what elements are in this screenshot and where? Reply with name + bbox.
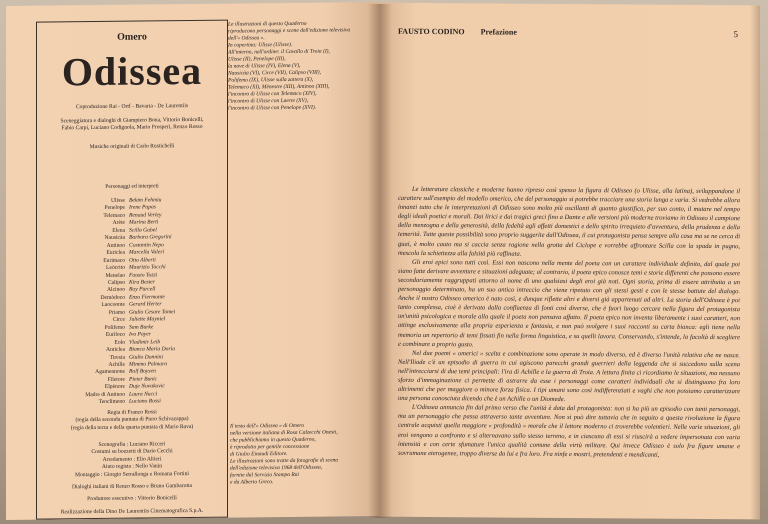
note-line: nella versione italiana di Rosa Calzecchi Onesti, — [230, 429, 338, 437]
cast-actor: Otto Alberti — [129, 257, 156, 264]
cast-role: Elena — [112, 227, 125, 234]
cast-role: Priamo — [108, 309, 125, 316]
screenplay-credits — [37, 117, 227, 134]
cast-actor: Fausto Tozzi — [129, 271, 158, 279]
right-page — [378, 3, 760, 520]
crew-line: Costumi su bozzetti di Dario Cecchi — [91, 448, 173, 456]
cast-role: Polifemo — [104, 324, 125, 331]
cast-actor: Costantin Nepo — [129, 242, 164, 249]
header-section: Prefazione — [480, 27, 517, 37]
cast-actor: Bianca Maria Doria — [129, 346, 175, 353]
cast-actor: Maurizio Tocchi — [129, 264, 166, 271]
direction-note: (regia della seconda puntata di Piero Schivazappa) — [75, 416, 189, 424]
note-line: e da Alberto Greco. — [230, 479, 274, 486]
cast-actor: Enzo Fiermonte — [129, 294, 165, 301]
cast-actor: Marcella Valeri — [129, 249, 165, 256]
cast-actor: Barbara Gregorini — [129, 234, 172, 241]
cast-role: Agamennone — [95, 369, 125, 376]
page-edge-shadow — [750, 5, 760, 519]
cast-actor: Irene Papas — [129, 204, 156, 212]
illustration-line: Polifemo (IX), Ulisse sulla zattera (X), — [228, 76, 314, 84]
cast-heading: Personaggi ed interpreti — [105, 183, 159, 190]
cast-actor: Rolf Boysen — [129, 368, 156, 376]
illustration-line: l'incontro di Ulisse con Telemaco (XIV), — [228, 90, 317, 98]
cast-actor: Kira Bester — [129, 279, 155, 286]
cast-role: Demòdoco — [100, 294, 125, 301]
music-credit: Musiche originali di Carlo Rustichelli — [89, 143, 175, 151]
illustration-line: Telemaco (XI), Mènestre (XII), Antinoo (XIII), — [228, 83, 330, 91]
cast-role: Telemaco — [103, 212, 125, 219]
cast-role: Teoclimeno — [98, 398, 125, 406]
cast-role: Arète — [112, 220, 125, 227]
cast-actor: Pieter Bunic — [129, 376, 158, 383]
note-line: di Giulio Einaudi Editore. — [230, 450, 288, 458]
paragraph: Gli eroi epici sono tutti così. Essi non nascono nella mente del poeta con un carattere individuale definito, dal quale poi siano fatte derivare avventure e situazioni adeguate; al contrario, il poeta epico conosce temi e storie differenti che possono essere secondariamente raggruppati attorno al nome di uno qualsiasi degli eroi già noti. Ogni storia, prima di essere attribuita a un personaggio determinato, ha un suo antico intreccio che viene ripetuto con gli stessi gesti e con le stesse battute del dialogo. Anche il nostro Odisseo omerico è nato così, e dunque riflette altri e diversi già appartenuti ad altri. La storia dell'Odissea è poi tanto complessa, cioè è derivata dalla confluenza di fonti così diverse, che è fuori luogo cercare nella figura del protagonista un'unità psicologica e morale alla quale il poeta non pensava affatto. Il poeta epico non inventa liberamente i suoi caratteri, non attinge esclusivamente alla propria esperienza e fantasia, e non può svolgere i suoi racconti su carta bianca: egli tiene nella memoria un repertorio di temi fissati fin nella forma linguistica, e su quelli lavora. Conservando, s'intende, la facoltà di scegliere e combinare a proprio gusto. — [398, 258, 740, 348]
screenplay-line: Fabio Carpi, Luciano Codignola, Mario Prosperi, Renzo Rosso — [61, 124, 203, 132]
illustration-line: All'interno, nell'ordine: il Cavallo di Troia (I), — [228, 48, 330, 56]
cast-actor: Vladimir Leib — [129, 338, 161, 346]
cast-role: Ulisse — [111, 197, 125, 204]
cast-actor: Scilla Gabel — [129, 227, 157, 234]
cast-role: Nausicàa — [104, 234, 125, 242]
note-line: Le illustrazioni sono tratte da fotografie di scena — [230, 457, 339, 465]
left-page — [6, 2, 378, 520]
illustrations-intro — [228, 20, 358, 42]
cast-role: Penelope — [104, 205, 125, 212]
screenplay-line: Sceneggiatura e dialoghi di Giampiero Bona, Vittorio Bonicelli, — [60, 116, 204, 125]
cast-actor: Giulio Cesare Tomei — [129, 308, 176, 316]
cast-role: Madre di Antinoo — [85, 391, 125, 398]
illustrations-credits — [228, 20, 358, 112]
cast-role: Euriclea — [106, 249, 125, 257]
title-frame — [36, 20, 228, 520]
cast-role: Achille — [108, 361, 125, 368]
crew-line: Arredamento : Elio Altieri — [102, 456, 162, 463]
crew-line: Montaggio : Giorgio Serrallonga e Romana Fortini — [75, 470, 189, 478]
illustration-line: In copertina: Ulisse (Ulisse). — [228, 41, 293, 49]
cast-role: Menelao — [105, 272, 125, 279]
note-line: Il testo dell'« Odissea » di Omero — [230, 422, 304, 430]
preface-text — [398, 185, 740, 460]
cast-actor: Mimmo Palmara — [129, 361, 168, 368]
crew-credits — [37, 441, 227, 480]
producer-credit: Produttore esecutivo : Vittorio Bonicelli — [87, 495, 177, 503]
crew-line: Aiuto regista : Nello Vanin — [101, 463, 163, 471]
cast-role: Eurìloco — [105, 331, 125, 339]
illustration-line: l'incontro di Ulisse con Laerte (XV), — [228, 97, 309, 105]
running-header — [398, 27, 738, 39]
cast-role: Circe — [112, 316, 125, 324]
cast-actor: Marina Berti — [129, 219, 159, 227]
direction-credit — [37, 409, 227, 433]
author-name: Omero — [117, 31, 147, 43]
intro-line: Le illustrazioni di questo Quaderno — [228, 20, 307, 28]
cast-actor: Roy Purcell — [129, 286, 156, 294]
cast-role: Eurimaco — [103, 257, 125, 264]
note-line: è riprodotto per gentile concessione — [230, 443, 310, 451]
cast-actor: Renaud Verley — [129, 212, 162, 219]
intro-line: riproducono personaggi e scene dell'edizione televisiva — [228, 27, 351, 35]
cast-role: Tiresia — [109, 354, 125, 361]
book-title: Odissea — [61, 47, 203, 95]
illustration-line: la nave di Ulisse (IV), Elena (V), — [228, 62, 301, 70]
cast-role: Antinoo — [106, 242, 125, 249]
paragraph: L'Odissea annuncia fin dal primo verso che l'unità è data dal protagonista: non si ha più un episodio con tanti personaggi, ma un personaggio che passa attraverso tante avventure. Non si può dire tuttavia che in seguito a questa rivoluzione la figura centrale acquisti quella maggiore « profondità » morale che il lettore moderno ci troverebbe volentieri. Nelle varie situazioni, gli eroi vengono a confronto e si alternavano sullo stesso terreno, e in ciascuno di essi si riuscirà a vedere impersonata con varia intensità e con certe sfumature l'unica qualità comune della virtù militare. Qui invece Odisseo è solo fra figure umane e sovrumane eterogenee, troppo diverse da lui e fra loro. Fra ninfe e mostri, pretendenti e mendicanti, — [398, 404, 740, 459]
cast-actor: Luciano Rossi — [129, 398, 161, 405]
direction-note: (regia della terza e della quarta puntata di Mario Bava) — [70, 423, 194, 432]
cast-row — [37, 398, 227, 407]
illustration-line: l'incontro di Ulisse con Penelope (XVI). — [228, 104, 317, 112]
text-source-note — [230, 422, 360, 486]
illustrations-list — [228, 41, 358, 112]
page-number: 5 — [733, 29, 738, 40]
cast-actor: Juliette Mayniel — [129, 316, 166, 323]
book-gutter — [368, 4, 392, 518]
cast-actor: Bekim Fehmiu — [129, 197, 162, 204]
cast-actor: Duje Novakovic — [129, 383, 165, 390]
cast-actor: Giulio Donnini — [129, 353, 164, 361]
dialogues-credit: Dialoghi italiani di Renzo Rosso e Bruno Gambarotta — [71, 482, 193, 491]
paragraph: Le letterature classiche e moderne hanno ripreso così spesso la figura di Odisseo (o Ulisse, alla latina), sviluppandone il carattere sull'esempio del modello omerico, che del personaggio si potrebbe tracciare una storia lunga e varia. Si vedrebbe allora innanzi tutto che le interpretazioni di Odisseo sono molto più oscillanti di quanto giustifica, per suo conto, il mutare nel tempo degli ideali poetici e morali. Dai lirici e dai tragici greci fino a Dante e alle versioni più moderne troviamo in Odisseo il campione della menzogna e della generosità, della fedeltà agli affetti domestici e dello spirito irrequieto d'avventura, della prudenza e della temerità. Tutte queste possibilità sono proprio suggerite dall'Odissea, il cui protagonista pensa sempre alla casa ma se ne cerca di guai, è molto cauto ma si caccia senza ragione nella grotta del Ciclope e vorrebbe affrontare Scilla con la spada in pugno, mescola la schiettezza alla falsità più raffinata. — [398, 185, 740, 258]
cast-actor: Sam Burke — [129, 324, 154, 331]
direction-line: Regia di Franco Rossi — [107, 409, 157, 416]
note-line: fornite dal Servizio Stampa Rai — [230, 471, 300, 479]
cast-role: Alcinoo — [106, 287, 125, 294]
open-book — [6, 4, 760, 518]
cast-actor: Gerard Herter — [129, 301, 162, 309]
note-line: che pubblichiamo in questo Quaderno, — [230, 436, 316, 444]
crew-line: Scenografia : Luciano Ricceri — [98, 441, 166, 448]
cast-role: Laocoonte — [101, 302, 125, 309]
intro-line: dell'« Odissea ». — [228, 35, 265, 42]
cast-role: Calipso — [107, 279, 125, 286]
illustration-line: Nausicàa (VI), Circe (VII), Calipso (VIII), — [228, 69, 321, 77]
header-author: FAUSTO CODINO — [398, 26, 465, 37]
cast-actor: Laura Nucci — [129, 391, 158, 398]
note-line: dell'edizione televisiva 1968 dell'Odissea, — [230, 464, 323, 472]
cast-list — [37, 197, 227, 408]
cast-role: Eolo — [114, 339, 125, 346]
cast-role: Filetore — [107, 376, 125, 383]
cast-role: Leòcrito — [106, 264, 125, 271]
cast-role: Anticlea — [106, 346, 125, 353]
illustration-line: Ulisse (II), Penelope (III), — [228, 56, 286, 63]
cast-actor: Ivo Payer — [129, 331, 151, 338]
cast-role: Elpènore — [104, 384, 125, 391]
coproduction-line: Coproduzione Rai - Ortf - Bavaria - De Laurentiis — [75, 103, 189, 111]
paragraph: Nel due poemi « omerici » scelta e combinazione sono operate in modo diverso, ed è diverso l'unità relativa che ne nasce. Nell'Iliade c'è un episodio di guerra in cui agiscono parecchi grandi guerrieri della leggenda che si succedono sulla scena nell'intrecciarsi di due temi principali: l'ira di Achille e la guerra di Troia. A lettura finita ci ricordiamo le situazioni, ma nessuno sforzo d'immaginazione ci permette di astrarre da esse i personaggi come caratteri individuali che si distinguono fra loro altrimenti che per maggiore o minore forza fisica. I tipi umani sono così indifferenziati e vaghi che non possiamo caratterizzare una persona conosciuta dicendo che è un Achille o un Diomede. — [398, 349, 740, 404]
realization-credit: Realizzazione della Dino De Laurentiis Cinematografica S.p.A. — [60, 507, 204, 516]
